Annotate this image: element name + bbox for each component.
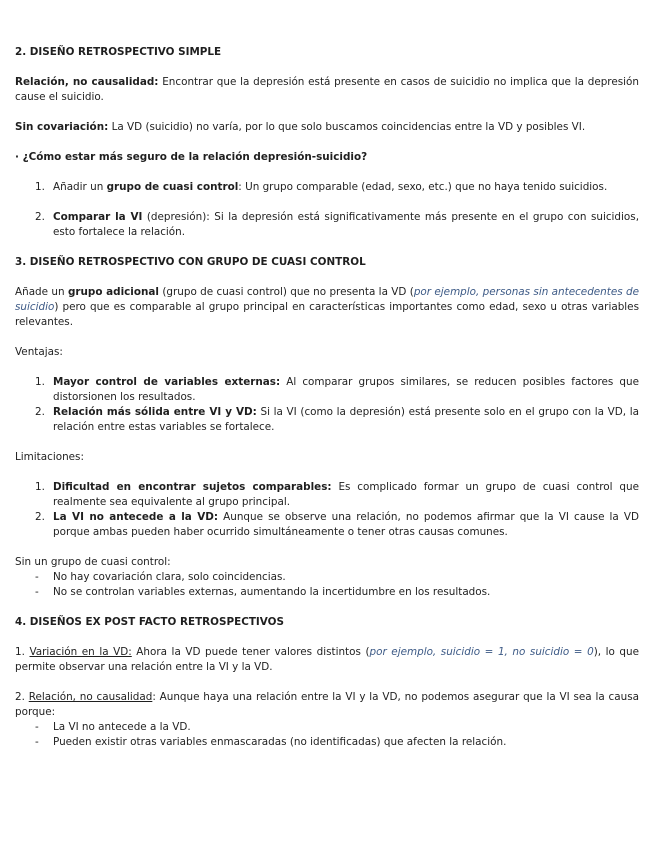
s4-p1-underline: Variación en la VD: (29, 646, 132, 658)
s2-item-text (53, 180, 639, 195)
s3-p-italic: por ejemplo, personas sin antecedentes de suicidio (15, 286, 639, 313)
s2-p1-text: Encontrar que la depresión está presente en casos de suicidio no implica que la depresión cause el suicidio. (15, 76, 639, 103)
s4-p1-mid: Ahora la VD puede tener valores distintos ( (131, 646, 370, 658)
section-4-heading: 4. DISEÑOS EX POST FACTO RETROSPECTIVOS (15, 616, 284, 628)
s4-paragraph-variacion (15, 645, 639, 675)
s4-item-text: La VI no antecede a la VD. (53, 721, 191, 733)
s2-item-body: : Un grupo comparable (edad, sexo, etc.) que no haya tenido suicidios. (238, 181, 608, 193)
s2-paragraph-covariacion (15, 120, 639, 135)
ventajas-label: Ventajas: (15, 346, 63, 358)
limitacion-bold: Dificultad en encontrar sujetos comparables: (53, 481, 332, 493)
s2-p2-bold: Sin covariación: (15, 121, 109, 133)
s4-p1-italic: por ejemplo, suicidio = 1, no suicidio = 0 (369, 646, 594, 658)
ventaja-body: Al comparar grupos similares, se reducen posibles factores que distorsionen los resultados. (53, 376, 639, 403)
s4-p2-underline: Relación, no causalidad (28, 691, 153, 703)
limitacion-number: 2. (35, 511, 45, 523)
ventaja-number: 1. (35, 376, 45, 388)
ventaja-body: Si la VI (como la depresión) está presente solo en el grupo con la VD, la relación entre estas variables se fortalece. (53, 406, 639, 433)
s2-item-bold: grupo de cuasi control (106, 181, 239, 193)
s2-item-text (53, 210, 639, 240)
dash-bullet: - (35, 721, 39, 733)
ventaja-text (53, 375, 639, 405)
s2-question: · ¿Cómo estar más seguro de la relación depresión-suicidio? (15, 151, 368, 163)
dash-bullet: - (35, 571, 39, 583)
limitacion-body: Aunque se observe una relación, no podemos afirmar que la VI cause la VD porque ambas pueden haber ocurrido simultáneamente o tener otras causas comunes. (53, 511, 640, 538)
s2-p1-bold: Relación, no causalidad: (15, 76, 159, 88)
section-3-heading: 3. DISEÑO RETROSPECTIVO CON GRUPO DE CUASI CONTROL (15, 256, 366, 268)
sin-control-text: No se controlan variables externas, aumentando la incertidumbre en los resultados. (53, 586, 491, 598)
s2-paragraph-relacion (15, 75, 639, 105)
s2-item-body: (depresión): Si la depresión está significativamente más presente en el grupo con suicidios, esto fortalece la relación. (53, 211, 639, 238)
s3-p-bold: grupo adicional (67, 286, 159, 298)
ventaja-text (53, 405, 639, 435)
section-2-heading: 2. DISEÑO RETROSPECTIVO SIMPLE (15, 46, 222, 58)
limitacion-text (53, 480, 639, 510)
ventaja-bold: Mayor control de variables externas: (53, 376, 281, 388)
limitaciones-label: Limitaciones: (15, 451, 84, 463)
s3-intro-paragraph (15, 285, 639, 330)
sin-control-text: No hay covariación clara, solo coincidencias. (53, 571, 286, 583)
limitacion-body: Es complicado formar un grupo de cuasi control que realmente sea equivalente al grupo principal. (53, 481, 640, 508)
s2-item-pre: Añadir un (53, 181, 107, 193)
s4-paragraph-relacion (15, 690, 639, 720)
s4-p1-num: 1. (15, 646, 30, 658)
s4-p1-post: ), lo que permite observar una relación entre la VI y la VD. (15, 646, 639, 673)
s3-p-mid: (grupo de cuasi control) que no presenta la VD ( (158, 286, 414, 298)
limitacion-number: 1. (35, 481, 45, 493)
dash-bullet: - (35, 586, 39, 598)
s4-p2-num: 2. (15, 691, 29, 703)
s2-item-number: 2. (35, 211, 45, 223)
s2-item-bold: Comparar la VI (53, 211, 143, 223)
s4-item-text: Pueden existir otras variables enmascaradas (no identificadas) que afecten la relación. (53, 736, 507, 748)
s3-p-post: ) pero que es comparable al grupo principal en características importantes como edad, sexo u otras variables relevantes. (15, 301, 639, 328)
s2-p2-text: La VD (suicidio) no varía, por lo que solo buscamos coincidencias entre la VD y posibles VI. (108, 121, 586, 133)
dash-bullet: - (35, 736, 39, 748)
limitacion-bold: La VI no antecede a la VD: (53, 511, 219, 523)
s3-p-pre: Añade un (15, 286, 68, 298)
s4-p2-text: : Aunque haya una relación entre la VI y la VD, no podemos asegurar que la VI sea la causa porque: (15, 691, 639, 718)
limitacion-text (53, 510, 639, 540)
s2-item-number: 1. (35, 181, 45, 193)
ventaja-bold: Relación más sólida entre VI y VD: (53, 406, 257, 418)
sin-control-label: Sin un grupo de cuasi control: (15, 556, 171, 568)
ventaja-number: 2. (35, 406, 45, 418)
